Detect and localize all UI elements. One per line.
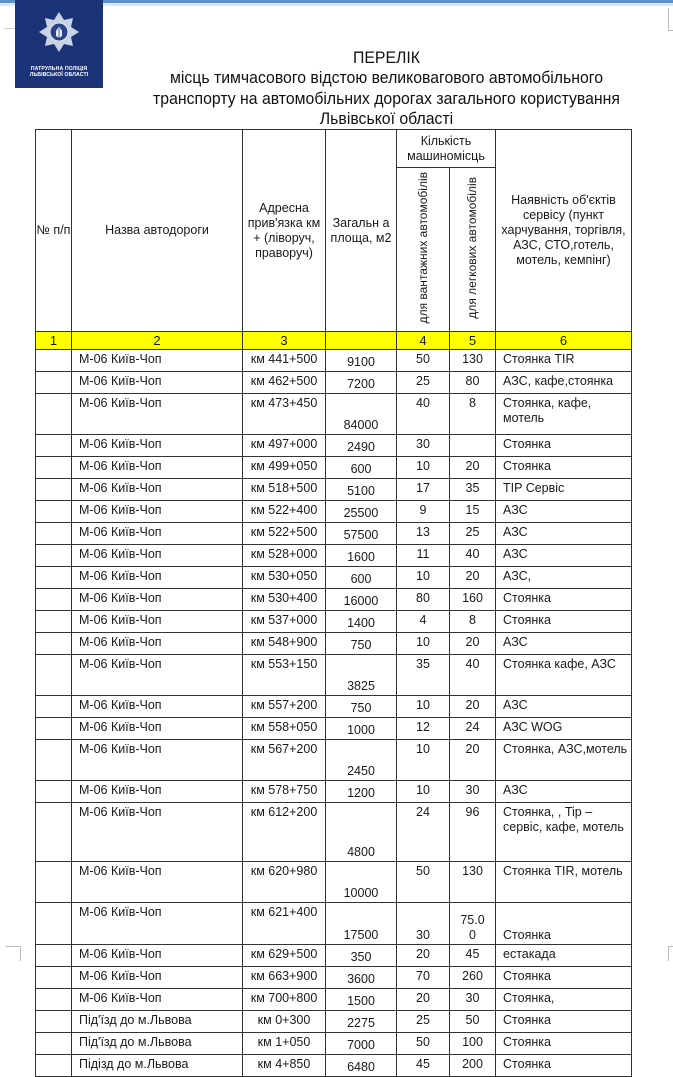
service-cell: Стоянка <box>496 589 632 611</box>
service-cell: Стоянка <box>496 903 632 945</box>
service-cell: Стоянка, , Tip –сервіс, кафе, мотель <box>496 803 632 862</box>
area-cell: 3600 <box>326 967 397 989</box>
cars-cell: 75.00 <box>450 903 496 945</box>
row-number <box>36 372 72 394</box>
km-address-cell: км 663+900 <box>243 967 326 989</box>
page-corner-mark <box>6 946 21 961</box>
road-name-cell: Підізд до м.Львова <box>72 1055 243 1077</box>
service-cell: Стоянка <box>496 1055 632 1077</box>
area-cell: 600 <box>326 457 397 479</box>
km-address-cell: км 537+000 <box>243 611 326 633</box>
row-number <box>36 967 72 989</box>
km-address-cell: км 522+500 <box>243 523 326 545</box>
trucks-cell: 12 <box>397 718 450 740</box>
area-cell: 16000 <box>326 589 397 611</box>
table-row <box>36 1033 632 1055</box>
trucks-cell: 40 <box>397 394 450 435</box>
row-number <box>36 803 72 862</box>
road-name-cell: М-06 Київ-Чоп <box>72 589 243 611</box>
road-name-cell: М-06 Київ-Чоп <box>72 696 243 718</box>
trucks-cell: 35 <box>397 655 450 696</box>
column-number: 3 <box>243 332 326 350</box>
document-subtitle-line-1: місць тимчасового відстою великовагового автомобільного <box>169 68 604 87</box>
road-name-cell: М-06 Київ-Чоп <box>72 945 243 967</box>
row-number <box>36 589 72 611</box>
area-cell: 5100 <box>326 479 397 501</box>
row-number <box>36 501 72 523</box>
area-cell: 600 <box>326 567 397 589</box>
service-cell: Стоянка <box>496 1011 632 1033</box>
road-name-cell: Під'їзд до м.Львова <box>72 1033 243 1055</box>
area-cell: 17500 <box>326 903 397 945</box>
area-cell: 2450 <box>326 740 397 781</box>
trucks-cell: 25 <box>397 372 450 394</box>
trucks-cell: 50 <box>397 1033 450 1055</box>
logo-line-2: ЛЬВІВСЬКОЇ ОБЛАСТІ <box>29 72 89 78</box>
cars-cell: 200 <box>450 1055 496 1077</box>
table-row <box>36 655 632 696</box>
table-row <box>36 589 632 611</box>
trucks-cell: 9 <box>397 501 450 523</box>
cars-cell: 20 <box>450 567 496 589</box>
area-cell: 6480 <box>326 1055 397 1077</box>
header-trucks-label: для вантажних автомобілів <box>415 172 430 324</box>
trucks-cell: 70 <box>397 967 450 989</box>
road-name-cell: М-06 Київ-Чоп <box>72 372 243 394</box>
service-cell: Стоянка <box>496 457 632 479</box>
header-parking-spots: Кількість машиномісць <box>397 130 496 168</box>
road-name-cell: Під'їзд до м.Львова <box>72 1011 243 1033</box>
header-total-area: Загальн а площа, м2 <box>326 130 397 332</box>
trucks-cell: 30 <box>397 903 450 945</box>
cars-cell: 260 <box>450 967 496 989</box>
road-name-cell: М-06 Київ-Чоп <box>72 862 243 903</box>
service-cell: Стоянка кафе, АЗС <box>496 655 632 696</box>
road-name-cell: М-06 Київ-Чоп <box>72 545 243 567</box>
table-row <box>36 1011 632 1033</box>
km-address-cell: км 530+050 <box>243 567 326 589</box>
cars-cell: 8 <box>450 394 496 435</box>
cars-cell: 96 <box>450 803 496 862</box>
table-row <box>36 394 632 435</box>
row-number <box>36 903 72 945</box>
km-address-cell: км 4+850 <box>243 1055 326 1077</box>
trucks-cell: 50 <box>397 350 450 372</box>
table-row <box>36 435 632 457</box>
area-cell: 1600 <box>326 545 397 567</box>
area-cell: 1500 <box>326 989 397 1011</box>
service-cell: Стоянка <box>496 611 632 633</box>
table-row <box>36 718 632 740</box>
cars-cell: 8 <box>450 611 496 633</box>
service-cell: Стоянка <box>496 435 632 457</box>
road-name-cell: М-06 Київ-Чоп <box>72 967 243 989</box>
cars-cell: 20 <box>450 696 496 718</box>
road-name-cell: М-06 Київ-Чоп <box>72 781 243 803</box>
table-row <box>36 611 632 633</box>
header-number: № п/п <box>36 130 72 332</box>
service-cell: АЗС <box>496 696 632 718</box>
trucks-cell: 10 <box>397 740 450 781</box>
road-name-cell: М-06 Київ-Чоп <box>72 718 243 740</box>
km-address-cell: км 567+200 <box>243 740 326 781</box>
table-row <box>36 545 632 567</box>
cars-cell: 20 <box>450 633 496 655</box>
row-number <box>36 945 72 967</box>
service-cell: АЗС <box>496 781 632 803</box>
table-row <box>36 350 632 372</box>
service-cell: TIP Сервіс <box>496 479 632 501</box>
row-number <box>36 1033 72 1055</box>
cars-cell: 35 <box>450 479 496 501</box>
service-cell: АЗС, кафе,стоянка <box>496 372 632 394</box>
km-address-cell: км 522+400 <box>243 501 326 523</box>
row-number <box>36 633 72 655</box>
service-cell: Стоянка, <box>496 989 632 1011</box>
row-number <box>36 523 72 545</box>
row-number <box>36 696 72 718</box>
row-number <box>36 611 72 633</box>
service-cell: естакада <box>496 945 632 967</box>
trucks-cell: 30 <box>397 435 450 457</box>
header-cars-label: для легкових автомобілів <box>465 176 479 319</box>
row-number <box>36 567 72 589</box>
cars-cell <box>450 435 496 457</box>
header-trucks <box>397 168 450 332</box>
document-subtitle-line-3: Львівської області <box>319 109 454 128</box>
trucks-cell: 4 <box>397 611 450 633</box>
page-corner-mark <box>668 8 673 31</box>
table-row <box>36 1055 632 1077</box>
area-cell: 25500 <box>326 501 397 523</box>
header-km-address: Адресна прив'язка км + (ліворуч, праворуч) <box>243 130 326 332</box>
road-name-cell: М-06 Київ-Чоп <box>72 903 243 945</box>
trucks-cell: 25 <box>397 1011 450 1033</box>
km-address-cell: км 473+450 <box>243 394 326 435</box>
cars-cell: 30 <box>450 781 496 803</box>
trucks-cell: 13 <box>397 523 450 545</box>
area-cell: 7000 <box>326 1033 397 1055</box>
cars-cell: 80 <box>450 372 496 394</box>
km-address-cell: км 578+750 <box>243 781 326 803</box>
row-number <box>36 1011 72 1033</box>
km-address-cell: км 557+200 <box>243 696 326 718</box>
table-row <box>36 945 632 967</box>
cars-cell: 40 <box>450 545 496 567</box>
table-row <box>36 903 632 945</box>
km-address-cell: км 530+400 <box>243 589 326 611</box>
row-number <box>36 479 72 501</box>
km-address-cell: км 462+500 <box>243 372 326 394</box>
logo-line-1: ПАТРУЛЬНА ПОЛІЦІЯ <box>30 66 88 72</box>
road-name-cell: М-06 Київ-Чоп <box>72 435 243 457</box>
area-cell: 750 <box>326 696 397 718</box>
cars-cell: 24 <box>450 718 496 740</box>
cars-cell: 45 <box>450 945 496 967</box>
page-corner-mark <box>4 28 14 29</box>
area-cell: 750 <box>326 633 397 655</box>
service-cell: Стоянка <box>496 967 632 989</box>
area-cell: 1000 <box>326 718 397 740</box>
trucks-cell: 17 <box>397 479 450 501</box>
cars-cell: 160 <box>450 589 496 611</box>
cars-cell: 100 <box>450 1033 496 1055</box>
police-star-icon <box>39 10 79 56</box>
km-address-cell: км 499+050 <box>243 457 326 479</box>
patrol-police-logo <box>15 0 103 88</box>
area-cell: 4800 <box>326 803 397 862</box>
area-cell: 3825 <box>326 655 397 696</box>
km-address-cell: км 518+500 <box>243 479 326 501</box>
road-name-cell: М-06 Київ-Чоп <box>72 989 243 1011</box>
area-cell: 350 <box>326 945 397 967</box>
cars-cell: 40 <box>450 655 496 696</box>
parking-locations-table <box>35 129 632 1077</box>
km-address-cell: км 0+300 <box>243 1011 326 1033</box>
table-row <box>36 696 632 718</box>
road-name-cell: М-06 Київ-Чоп <box>72 611 243 633</box>
row-number <box>36 394 72 435</box>
service-cell: АЗС WOG <box>496 718 632 740</box>
area-cell: 1200 <box>326 781 397 803</box>
service-cell: АЗС, <box>496 567 632 589</box>
row-number <box>36 718 72 740</box>
row-number <box>36 545 72 567</box>
table-row <box>36 967 632 989</box>
service-cell: АЗС <box>496 545 632 567</box>
cars-cell: 130 <box>450 862 496 903</box>
table-row <box>36 523 632 545</box>
row-number <box>36 1055 72 1077</box>
column-number: 4 <box>397 332 450 350</box>
column-number <box>326 332 397 350</box>
table-row <box>36 740 632 781</box>
service-cell: Стоянка TIR, мотель <box>496 862 632 903</box>
table-row <box>36 781 632 803</box>
table-row <box>36 501 632 523</box>
road-name-cell: М-06 Київ-Чоп <box>72 479 243 501</box>
row-number <box>36 457 72 479</box>
trucks-cell: 24 <box>397 803 450 862</box>
trucks-cell: 50 <box>397 862 450 903</box>
road-name-cell: М-06 Київ-Чоп <box>72 655 243 696</box>
cars-cell: 20 <box>450 740 496 781</box>
area-cell: 84000 <box>326 394 397 435</box>
km-address-cell: км 621+400 <box>243 903 326 945</box>
trucks-cell: 80 <box>397 589 450 611</box>
trucks-cell: 11 <box>397 545 450 567</box>
km-address-cell: км 612+200 <box>243 803 326 862</box>
cars-cell: 30 <box>450 989 496 1011</box>
page-corner-mark <box>668 946 673 961</box>
trucks-cell: 10 <box>397 567 450 589</box>
cars-cell: 50 <box>450 1011 496 1033</box>
trucks-cell: 10 <box>397 457 450 479</box>
service-cell: Стоянка <box>496 1033 632 1055</box>
table-row <box>36 862 632 903</box>
service-cell: АЗС <box>496 523 632 545</box>
column-number: 5 <box>450 332 496 350</box>
document-title: ПЕРЕЛІК <box>353 48 420 67</box>
trucks-cell: 45 <box>397 1055 450 1077</box>
trucks-cell: 10 <box>397 781 450 803</box>
area-cell: 2275 <box>326 1011 397 1033</box>
km-address-cell: км 629+500 <box>243 945 326 967</box>
table-row <box>36 372 632 394</box>
row-number <box>36 350 72 372</box>
row-number <box>36 862 72 903</box>
header-cars <box>450 168 496 332</box>
km-address-cell: км 528+000 <box>243 545 326 567</box>
service-cell: АЗС <box>496 633 632 655</box>
area-cell: 57500 <box>326 523 397 545</box>
row-number <box>36 435 72 457</box>
service-cell: Стоянка TIR <box>496 350 632 372</box>
km-address-cell: км 558+050 <box>243 718 326 740</box>
column-number: 2 <box>72 332 243 350</box>
area-cell: 1400 <box>326 611 397 633</box>
road-name-cell: М-06 Київ-Чоп <box>72 394 243 435</box>
column-number: 1 <box>36 332 72 350</box>
road-name-cell: М-06 Київ-Чоп <box>72 803 243 862</box>
km-address-cell: км 700+800 <box>243 989 326 1011</box>
table-row <box>36 567 632 589</box>
km-address-cell: км 497+000 <box>243 435 326 457</box>
row-number <box>36 989 72 1011</box>
road-name-cell: М-06 Київ-Чоп <box>72 740 243 781</box>
row-number <box>36 781 72 803</box>
column-number-row <box>36 332 632 350</box>
column-number: 6 <box>496 332 632 350</box>
km-address-cell: км 620+980 <box>243 862 326 903</box>
trucks-cell: 10 <box>397 696 450 718</box>
service-cell: Стоянка, АЗС,мотель <box>496 740 632 781</box>
km-address-cell: км 553+150 <box>243 655 326 696</box>
road-name-cell: М-06 Київ-Чоп <box>72 567 243 589</box>
cars-cell: 130 <box>450 350 496 372</box>
cars-cell: 25 <box>450 523 496 545</box>
row-number <box>36 740 72 781</box>
cars-cell: 15 <box>450 501 496 523</box>
table-row <box>36 803 632 862</box>
area-cell: 10000 <box>326 862 397 903</box>
service-cell: АЗС <box>496 501 632 523</box>
trucks-cell: 10 <box>397 633 450 655</box>
area-cell: 7200 <box>326 372 397 394</box>
table-row <box>36 633 632 655</box>
km-address-cell: км 1+050 <box>243 1033 326 1055</box>
road-name-cell: М-06 Київ-Чоп <box>72 350 243 372</box>
road-name-cell: М-06 Київ-Чоп <box>72 523 243 545</box>
road-name-cell: М-06 Київ-Чоп <box>72 457 243 479</box>
km-address-cell: км 441+500 <box>243 350 326 372</box>
header-service-objects: Наявність об'єктів сервісу (пункт харчування, торгівля, АЗС, СТО,готель, мотель, кемпінг) <box>496 130 632 332</box>
document-subtitle-line-2: транспорту на автомобільних дорогах загального користування <box>153 89 620 108</box>
table-row <box>36 989 632 1011</box>
area-cell: 2490 <box>326 435 397 457</box>
row-number <box>36 655 72 696</box>
trucks-cell: 20 <box>397 989 450 1011</box>
area-cell: 9100 <box>326 350 397 372</box>
road-name-cell: М-06 Київ-Чоп <box>72 633 243 655</box>
service-cell: Стоянка, кафе, мотель <box>496 394 632 435</box>
cars-cell: 20 <box>450 457 496 479</box>
km-address-cell: км 548+900 <box>243 633 326 655</box>
table-row <box>36 457 632 479</box>
header-road-name: Назва автодороги <box>72 130 243 332</box>
road-name-cell: М-06 Київ-Чоп <box>72 501 243 523</box>
trucks-cell: 20 <box>397 945 450 967</box>
table-row <box>36 479 632 501</box>
